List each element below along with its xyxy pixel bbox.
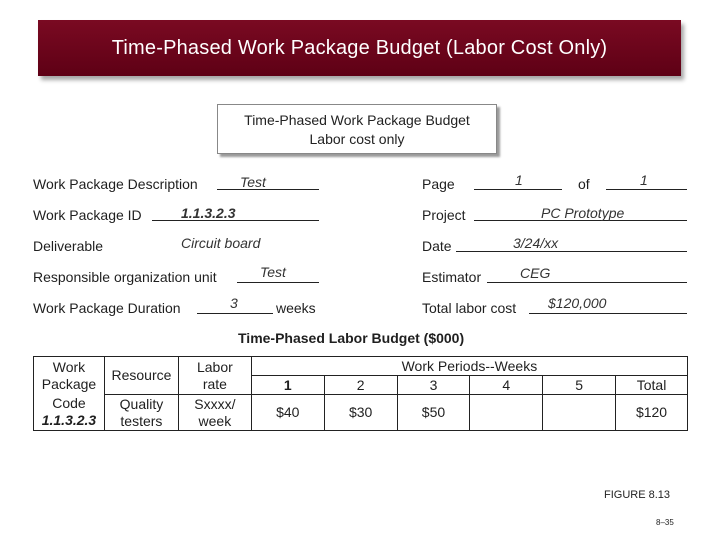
col-resource-header: Resource — [104, 357, 178, 395]
total-labor-value: $120,000 — [548, 295, 607, 311]
col-labor-rate-header: Labor rate — [178, 357, 251, 395]
project-value: PC Prototype — [541, 205, 625, 221]
form-header-line2: Labor cost only — [309, 131, 405, 147]
of-label: of — [578, 176, 590, 192]
responsible-org-line — [237, 282, 319, 283]
period-header-1: 1 — [251, 376, 324, 395]
period-1-value: $40 — [251, 395, 324, 431]
wp-duration-line — [197, 313, 273, 314]
budget-table-title: Time-Phased Labor Budget ($000) — [238, 330, 465, 346]
figure-label: FIGURE 8.13 — [604, 489, 671, 501]
wp-duration-unit: weeks — [276, 300, 316, 316]
total-value: $120 — [616, 395, 688, 431]
table-row — [34, 395, 688, 431]
slide-title: Time-Phased Work Package Budget (Labor Cost Only) — [111, 36, 608, 59]
deliverable-value: Circuit board — [181, 235, 261, 251]
responsible-org-value: Test — [260, 264, 286, 280]
wp-description-value: Test — [240, 174, 266, 190]
date-value: 3/24/xx — [513, 235, 559, 251]
date-line — [456, 251, 687, 252]
period-3-value: $50 — [397, 395, 470, 431]
date-label: Date — [422, 238, 452, 254]
work-package-code-cell: Code 1.1.3.2.3 — [34, 395, 105, 431]
page-label: Page — [422, 176, 455, 192]
col-work-package-header: Work Package — [34, 357, 105, 395]
period-header-3: 3 — [397, 376, 470, 395]
form-header-box — [217, 104, 497, 154]
wp-description-line — [217, 189, 319, 190]
estimator-label: Estimator — [422, 269, 482, 285]
estimator-line — [487, 282, 687, 283]
period-header-total: Total — [616, 376, 688, 395]
period-header-2: 2 — [324, 376, 397, 395]
of-line — [606, 189, 687, 190]
page-value: 1 — [515, 172, 523, 188]
page-number: 8–35 — [656, 518, 674, 527]
labor-budget-table — [33, 356, 688, 431]
wp-duration-label: Work Package Duration — [33, 300, 181, 316]
wp-id-label: Work Package ID — [33, 207, 142, 223]
period-header-5: 5 — [543, 376, 616, 395]
period-5-value — [543, 395, 616, 431]
total-labor-label: Total labor cost — [422, 300, 517, 316]
slide-title-banner — [38, 20, 681, 76]
form-header-line1: Time-Phased Work Package Budget — [244, 112, 470, 128]
estimator-value: CEG — [520, 265, 551, 281]
period-2-value: $30 — [324, 395, 397, 431]
wp-id-value: 1.1.3.2.3 — [181, 205, 236, 221]
labor-rate-cell: Sxxxx/ week — [178, 395, 251, 431]
page-line — [474, 189, 562, 190]
period-4-value — [470, 395, 543, 431]
period-header-4: 4 — [470, 376, 543, 395]
resource-cell: Quality testers — [104, 395, 178, 431]
work-periods-header: Work Periods--Weeks — [251, 357, 687, 376]
total-labor-line — [529, 313, 687, 314]
wp-duration-value: 3 — [230, 295, 238, 311]
project-label: Project — [422, 207, 466, 223]
wp-description-label: Work Package Description — [33, 176, 198, 192]
responsible-org-label: Responsible organization unit — [33, 269, 217, 285]
of-value: 1 — [640, 172, 648, 188]
deliverable-label: Deliverable — [33, 238, 104, 254]
